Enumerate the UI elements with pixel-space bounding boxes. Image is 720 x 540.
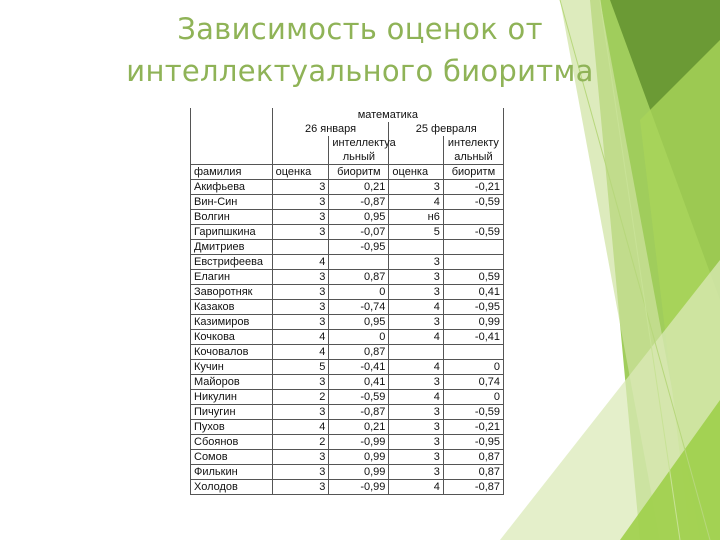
header-row-bio2 — [191, 150, 504, 165]
table-row — [191, 210, 504, 225]
grade1-cell: 3 — [272, 480, 329, 495]
student-name-cell: Вин-Син — [191, 195, 273, 210]
biorhythm1-cell: -0,87 — [329, 195, 389, 210]
student-name-cell: Пичугин — [191, 405, 273, 420]
biorhythm2-cell — [443, 240, 503, 255]
date2-header: 25 февраля — [389, 122, 504, 136]
grade1-cell: 3 — [272, 315, 329, 330]
grade1-cell: 4 — [272, 345, 329, 360]
biorhythm1-cell: -0,59 — [329, 390, 389, 405]
grade1-cell: 2 — [272, 435, 329, 450]
biorhythm1-cell: 0,99 — [329, 465, 389, 480]
grade1-cell: 3 — [272, 195, 329, 210]
grade1-column-header: оценка — [272, 165, 329, 180]
table-row — [191, 330, 504, 345]
grade2-column-header: оценка — [389, 165, 443, 180]
grade2-cell: 4 — [389, 360, 443, 375]
table-row — [191, 360, 504, 375]
biorhythm2-cell: -0,59 — [443, 405, 503, 420]
biorhythm1-cell: -0,99 — [329, 480, 389, 495]
biorhythm2-cell — [443, 255, 503, 270]
table-row — [191, 195, 504, 210]
grade1-cell: 4 — [272, 420, 329, 435]
grade2-cell: 3 — [389, 180, 443, 195]
student-name-cell: Кочкова — [191, 330, 273, 345]
student-name-cell: Гарипшкина — [191, 225, 273, 240]
student-name-cell: Холодов — [191, 480, 273, 495]
biorhythm2-cell: 0,74 — [443, 375, 503, 390]
grade1-cell: 5 — [272, 360, 329, 375]
grade2-cell: 4 — [389, 330, 443, 345]
biorhythm2-cell: -0,95 — [443, 435, 503, 450]
grade2-cell: 5 — [389, 225, 443, 240]
biorhythm1-cell: 0 — [329, 330, 389, 345]
header-empty-cell — [191, 122, 273, 136]
grade1-cell: 3 — [272, 210, 329, 225]
biorhythm1-cell: 0,87 — [329, 345, 389, 360]
biorhythm2-cell: -0,21 — [443, 420, 503, 435]
student-name-cell: Казаков — [191, 300, 273, 315]
grade2-cell: 4 — [389, 300, 443, 315]
grade2-cell: 3 — [389, 270, 443, 285]
biorhythm2-cell: 0 — [443, 390, 503, 405]
student-name-cell: Акифьева — [191, 180, 273, 195]
biorhythm2-cell: -0,59 — [443, 225, 503, 240]
biorhythm1-cell: -0,74 — [329, 300, 389, 315]
student-name-cell: Кочовалов — [191, 345, 273, 360]
biorhythm1-cell: -0,99 — [329, 435, 389, 450]
grade2-cell: 4 — [389, 480, 443, 495]
biorhythm2-cell: 0,87 — [443, 465, 503, 480]
biorhythm2-cell: -0,59 — [443, 195, 503, 210]
biorhythm2-cell: -0,87 — [443, 480, 503, 495]
biorhythm2-cell: 0 — [443, 360, 503, 375]
grade2-cell: н6 — [389, 210, 443, 225]
biorhythm2-cell: 0,99 — [443, 315, 503, 330]
biorhythm2-cell: 0,59 — [443, 270, 503, 285]
grade2-cell: 3 — [389, 420, 443, 435]
biorhythm1-cell: -0,07 — [329, 225, 389, 240]
biorhythm1-cell: 0,95 — [329, 315, 389, 330]
bio2-header-line2: альный — [443, 150, 503, 165]
table-row — [191, 465, 504, 480]
table-row — [191, 225, 504, 240]
grade1-cell: 3 — [272, 405, 329, 420]
biorhythm1-cell: -0,87 — [329, 405, 389, 420]
header-empty-cell — [191, 108, 273, 122]
biorhythm1-cell: 0 — [329, 285, 389, 300]
biorhythm2-cell — [443, 210, 503, 225]
table-row — [191, 420, 504, 435]
biorhythm2-cell: -0,95 — [443, 300, 503, 315]
biorhythm1-cell: 0,95 — [329, 210, 389, 225]
student-name-cell: Заворотняк — [191, 285, 273, 300]
biorhythm1-cell: 0,21 — [329, 180, 389, 195]
table-row — [191, 435, 504, 450]
grade1-cell: 3 — [272, 300, 329, 315]
grades-table — [190, 108, 504, 495]
bio2-header-line1: интелекту — [443, 136, 503, 150]
student-name-cell: Сбоянов — [191, 435, 273, 450]
table-row — [191, 480, 504, 495]
grade1-cell: 3 — [272, 450, 329, 465]
grade2-cell: 4 — [389, 390, 443, 405]
table-row — [191, 405, 504, 420]
biorhythm1-cell: -0,41 — [329, 360, 389, 375]
grade2-cell: 3 — [389, 450, 443, 465]
table-row — [191, 390, 504, 405]
grade1-cell: 4 — [272, 330, 329, 345]
biorhythm2-cell: -0,21 — [443, 180, 503, 195]
biorhythm1-cell: 0,99 — [329, 450, 389, 465]
student-name-cell: Волгин — [191, 210, 273, 225]
grade1-cell: 4 — [272, 255, 329, 270]
grade2-cell — [389, 345, 443, 360]
header-row-subject — [191, 108, 504, 122]
student-name-cell: Казимиров — [191, 315, 273, 330]
grade1-cell: 3 — [272, 180, 329, 195]
grade1-cell: 3 — [272, 285, 329, 300]
biorhythm1-cell: -0,95 — [329, 240, 389, 255]
biorhythm1-cell: 0,87 — [329, 270, 389, 285]
student-name-cell: Сомов — [191, 450, 273, 465]
student-name-cell: Дмитриев — [191, 240, 273, 255]
student-name-cell: Кучин — [191, 360, 273, 375]
biorhythm1-cell: 0,41 — [329, 375, 389, 390]
name-column-header: фамилия — [191, 165, 273, 180]
table-row — [191, 450, 504, 465]
biorhythm1-cell — [329, 255, 389, 270]
grade2-cell: 3 — [389, 255, 443, 270]
grade1-cell: 3 — [272, 225, 329, 240]
table-row — [191, 240, 504, 255]
table-row — [191, 255, 504, 270]
grade2-cell: 4 — [389, 195, 443, 210]
student-name-cell: Майоров — [191, 375, 273, 390]
grade2-cell: 3 — [389, 405, 443, 420]
grade2-cell: 3 — [389, 465, 443, 480]
student-name-cell: Филькин — [191, 465, 273, 480]
grade2-cell: 3 — [389, 315, 443, 330]
date1-header: 26 января — [272, 122, 389, 136]
header-row-bio1 — [191, 136, 504, 150]
bio1-header-line3: биоритм — [329, 165, 389, 180]
grade2-cell: 3 — [389, 375, 443, 390]
bio1-header-line2: льный — [329, 150, 389, 165]
grades-spreadsheet — [190, 108, 504, 495]
header-row-dates — [191, 122, 504, 136]
biorhythm2-cell: -0,41 — [443, 330, 503, 345]
table-row — [191, 375, 504, 390]
grade1-cell: 3 — [272, 270, 329, 285]
grade1-cell: 2 — [272, 390, 329, 405]
bio1-header-line1: интеллектуа — [329, 136, 389, 150]
student-name-cell: Пухов — [191, 420, 273, 435]
table-row — [191, 285, 504, 300]
grade1-cell: 3 — [272, 375, 329, 390]
grade1-cell — [272, 240, 329, 255]
biorhythm1-cell: 0,21 — [329, 420, 389, 435]
table-row — [191, 300, 504, 315]
student-name-cell: Евстрифеева — [191, 255, 273, 270]
student-name-cell: Елагин — [191, 270, 273, 285]
table-row — [191, 270, 504, 285]
student-name-cell: Никулин — [191, 390, 273, 405]
grade2-cell: 3 — [389, 435, 443, 450]
grade1-cell: 3 — [272, 465, 329, 480]
header-row-columns — [191, 165, 504, 180]
grades-table-body — [191, 108, 504, 495]
biorhythm2-cell — [443, 345, 503, 360]
table-row — [191, 315, 504, 330]
grade2-cell: 3 — [389, 285, 443, 300]
bio2-header-line3: биоритм — [443, 165, 503, 180]
table-row — [191, 345, 504, 360]
biorhythm2-cell: 0,87 — [443, 450, 503, 465]
subject-header: математика — [272, 108, 503, 122]
table-row — [191, 180, 504, 195]
slide-title: Зависимость оценок от интеллектуального биоритма — [126, 12, 594, 88]
biorhythm2-cell: 0,41 — [443, 285, 503, 300]
grade2-cell — [389, 240, 443, 255]
